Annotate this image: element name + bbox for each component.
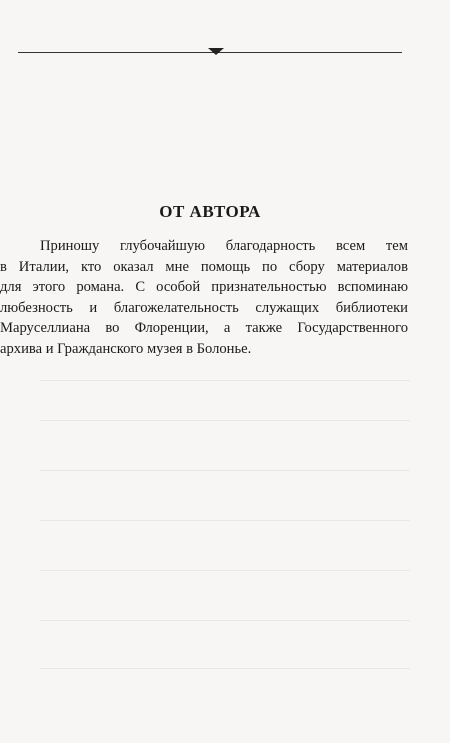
bleed-through — [40, 420, 410, 421]
header-ornament — [208, 48, 224, 55]
page-heading: ОТ АВТОРА — [159, 202, 261, 221]
bleed-through — [40, 470, 410, 471]
paragraph-line: Приношу глубочайшую благодарность всем тем — [40, 238, 408, 254]
author-note-paragraph — [0, 236, 408, 360]
bleed-through — [40, 570, 410, 571]
paragraph-line: любезность и благожелательность служащих библиотеки — [0, 299, 408, 316]
bleed-through — [40, 380, 410, 381]
paragraph-line: для этого романа. С особой признательностью вспоминаю — [0, 279, 408, 296]
paragraph-line: Маруселлиана во Флоренции, а также Государственного — [0, 320, 408, 337]
paragraph-line: в Италии, кто оказал мне помощь по сбору материалов — [0, 258, 408, 275]
paragraph-line: архива и Гражданского музея в Болонье. — [0, 340, 252, 357]
bleed-through — [40, 668, 410, 669]
bleed-through — [40, 520, 410, 521]
bleed-through — [40, 620, 410, 621]
